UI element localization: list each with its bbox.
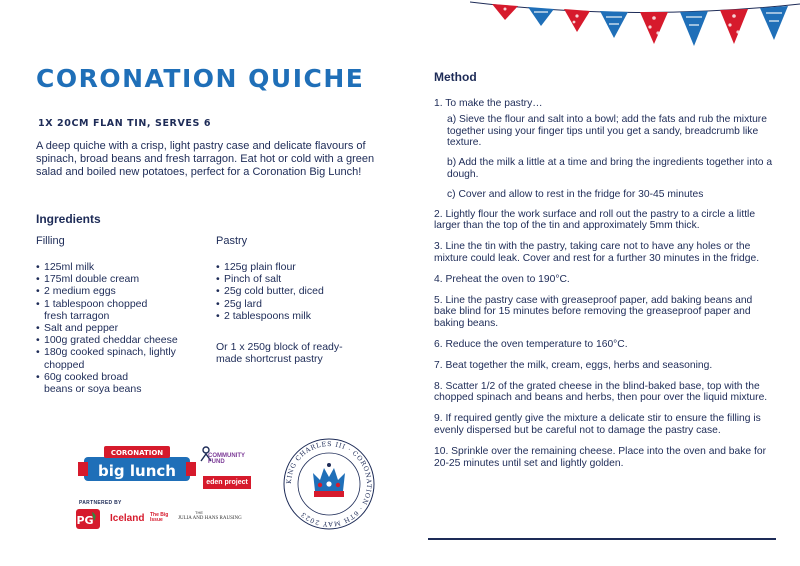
method-step: 6. Reduce the oven temperature to 160°C. (434, 338, 628, 350)
method-heading: Method (434, 70, 477, 84)
method-substep: b) Add the milk a little at a time and bring the ingredients together into a dough. (447, 157, 773, 180)
list-item: • 25g lard (216, 298, 366, 310)
method-step: 9. If required gently give the mixture a delicate stir to ensure the filling is evenly dispersed but be careful not to damage the pastry case. (434, 413, 761, 436)
community-fund-logo: COMMUNITY FUND (208, 453, 245, 465)
filling-list (36, 261, 186, 395)
method-step: 1. To make the pastry… (434, 98, 543, 109)
eden-project-logo: eden project (203, 476, 251, 489)
recipe-intro: A deep quiche with a crisp, light pastry case and delicate flavours of spinach, broad beans and fresh tarragon. Eat hot or cold with a green salad and boiled new potatoes, perfect for a Coronation Big Lunch! (36, 140, 375, 178)
list-item: • 2 tablespoons milk (216, 310, 366, 322)
method-step: 7. Beat together the milk, cream, eggs, herbs and seasoning. (434, 359, 713, 371)
list-item: • 175ml double cream (36, 273, 186, 285)
method-step: 3. Line the tin with the pastry, taking care not to have any holes or the mixture could leak. Cover and rest for a further 30 minutes in the fridge. (434, 241, 760, 264)
list-item: • 100g grated cheddar cheese (36, 334, 186, 346)
iceland-logo: Iceland (110, 513, 145, 524)
method-step: 10. Sprinkle over the remaining cheese. Place into the oven and bake for 20-25 minutes until set and lightly golden. (434, 445, 766, 469)
pg-tips-logo (76, 509, 100, 529)
footer-divider (428, 538, 776, 540)
list-item: • 60g cooked broad beans or soya beans (36, 371, 154, 395)
ingredients-heading: Ingredients (36, 212, 101, 226)
method-step: 8. Scatter 1/2 of the grated cheese in the blind-baked base, top with the chopped spinach and beans and herbs, then pour over the liquid mixture. (434, 380, 768, 404)
big-issue-logo: The Big Issue (150, 512, 169, 523)
julia-hans-rausing-logo: JULIA AND HANS RAUSING (178, 516, 242, 521)
list-item: • 1 tablespoon chopped fresh tarragon (36, 298, 166, 322)
list-item: • Salt and pepper (36, 322, 186, 334)
list-item: • Pinch of salt (216, 273, 366, 285)
serving-info: 1X 20CM FLAN TIN, SERVES 6 (38, 118, 212, 129)
coronation-seal-emblem (282, 437, 376, 531)
bunting-decoration (470, 0, 800, 62)
pastry-label: Pastry (216, 235, 248, 247)
list-item: • 125ml milk (36, 261, 186, 273)
crown-icon (313, 463, 345, 497)
recipe-title: CORONATION QUICHE (36, 64, 365, 93)
big-lunch-top-text: CORONATION (110, 449, 164, 457)
seal-ring-text: KING CHARLES III · CORONATION · 6TH MAY 2023 (284, 439, 374, 529)
list-item: • 125g plain flour (216, 261, 366, 273)
method-steps (434, 98, 774, 478)
filling-label: Filling (36, 235, 65, 247)
list-item: • 2 medium eggs (36, 285, 186, 297)
method-step: 2. Lightly flour the work surface and roll out the pastry to a circle a little larger than the top of the tin and approximately 5mm thick. (434, 208, 756, 232)
pastry-alternative: Or 1 x 250g block of ready-made shortcrust pastry (216, 341, 343, 366)
big-lunch-logo (78, 444, 196, 490)
method-step: 5. Line the pastry case with greaseproof paper, add baking beans and bake blind for 15 minutes before removing the greaseproof paper and baking beans. (434, 294, 753, 330)
method-substep: c) Cover and allow to rest in the fridge for 30-45 minutes (447, 188, 704, 200)
pastry-list (216, 261, 366, 322)
partnered-by-label: PARTNERED BY (79, 500, 122, 506)
pg-text: PG (76, 514, 94, 527)
big-lunch-main-text: big lunch (98, 462, 176, 480)
julia-hans-the: THE (195, 510, 203, 515)
list-item: • 25g cold butter, diced (216, 285, 366, 297)
method-substep: a) Sieve the flour and salt into a bowl; add the fats and rub the mixture together using your finger tips until you get a sandy, breadcrumb like texture. (447, 113, 767, 149)
list-item: • 180g cooked spinach, lightly chopped (36, 346, 179, 370)
method-step: 4. Preheat the oven to 190°C. (434, 273, 570, 285)
